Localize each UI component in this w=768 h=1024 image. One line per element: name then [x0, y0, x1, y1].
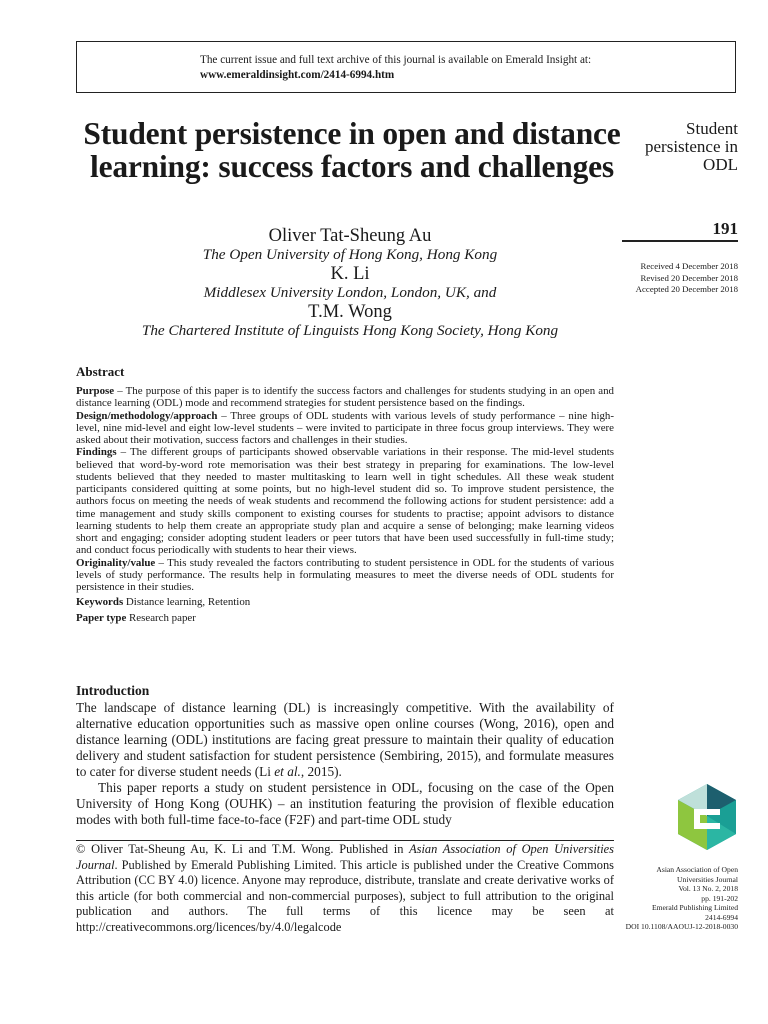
accepted-date: Accepted 20 December 2018	[635, 284, 738, 294]
journal-info	[600, 865, 738, 932]
originality-label: Originality/value	[76, 556, 156, 569]
author-affiliation-2: Middlesex University London, London, UK, and	[203, 284, 497, 301]
design-label: Design/methodology/approach	[76, 409, 218, 422]
license-text-end: . Published by Emerald Publishing Limited. This article is published under the Creative Commons Attribution (CC BY 4.0) licence. Anyone may reproduce, distribute, translate and create derivative works of this article (for both commercial and non-commercial purposes), subject to full attribution to the original publication and authors. The full terms of this licence may be seen at http://creativecommons.org/licences/by/4.0/legalcode	[76, 857, 614, 934]
originality-text: – This study revealed the factors contributing to student persistence in ODL for the students of various levels of study performance. The results help in formulating measures to meet the diverse needs of ODL students for persistence in their studies.	[76, 556, 614, 593]
archive-notice	[200, 53, 591, 82]
intro-p1-etal: et al.	[274, 764, 301, 779]
design-text: – Three groups of ODL students with various levels of study performance – nine high-level, nine mid-level and eight low-level students – were invited to participate in three focus group interviews. They were asked about their motivation, success factors and challenges in their studies.	[76, 409, 614, 446]
aaou-hexagon-logo-icon	[676, 782, 738, 852]
introduction-paragraph-1	[76, 700, 614, 780]
running-head-line-3: ODL	[703, 155, 738, 174]
abstract-design	[76, 410, 614, 447]
article-dates	[600, 261, 738, 296]
revised-date: Revised 20 December 2018	[640, 272, 738, 283]
author-name-2: K. Li	[330, 264, 370, 284]
introduction-paragraph-2: This paper reports a study on student persistence in ODL, focusing on the case of the Open University of Hong Kong (OUHK) – an institution featuring the provision of flexible education modes with both full-time face-to-face (F2F) and part-time ODL study	[76, 780, 614, 827]
abstract-heading: Abstract	[76, 364, 125, 379]
introduction-heading: Introduction	[76, 683, 150, 698]
license-text-start: © Oliver Tat-Sheung Au, K. Li and T.M. Wong. Published in	[76, 842, 410, 856]
page-number-rule	[622, 240, 738, 242]
journal-publisher: Emerald Publishing Limited	[651, 903, 738, 912]
journal-issn: 2414-6994	[705, 912, 738, 922]
author-name-1: Oliver Tat-Sheung Au	[268, 226, 432, 246]
author-name-3: T.M. Wong	[308, 302, 392, 322]
findings-text: – The different groups of participants showed observable variations in their response. The mid-level students believed that word-by-word rote memorisation was their best strategy in preparing for examinations. The low-level students believed that they needed to master multitasking to learn well in tight schedules. All these weak student participants considered quitting at some points, but no high-level student did so. To improve student persistence, the authors focus on meeting the needs of weak students and recommend the following actions for student persistence: add a time management and study skills component to existing courses for students to practise; appoint advisors to distance learning students to help them create an appropriate study plan and acquire a sense of belonging; make learning videos short and engaging; consider adopting student leaders or peer tutors that have been used successfully in full-time study; and conduct focus periodically with students to hear their views.	[76, 446, 614, 557]
archive-url-link[interactable]: www.emeraldinsight.com/2414-6994.htm	[200, 68, 395, 81]
intro-p1-end: , 2015).	[300, 764, 342, 779]
findings-label: Findings	[76, 446, 117, 459]
page-number: 191	[712, 219, 738, 238]
abstract-section	[76, 364, 614, 624]
purpose-label: Purpose	[76, 385, 115, 397]
abstract-findings	[76, 446, 614, 556]
author-affiliation-3: The Chartered Institute of Linguists Hong Kong Society, Hong Kong	[141, 322, 559, 339]
received-date: Received 4 December 2018	[640, 261, 738, 271]
running-head-line-2: persistence in	[645, 137, 738, 156]
license-journal-name: Asian Association of Open Universities Journal	[76, 842, 614, 872]
journal-name-line-1: Asian Association of Open	[656, 865, 738, 874]
abstract-paper-type	[76, 612, 614, 624]
intro-p1-text: The landscape of distance learning (DL) is increasingly competitive. With the availability of alternative education opportunities such as massive open online courses (Wong, 2016), open and distance learning (ODL) institutions are facing great pressure to maintain their quality of education delivery and student satisfaction for student persistence (Sembiring, 2015), and formulate measures to cater for diverse student needs (Li	[76, 700, 614, 779]
paper-type-label: Paper type	[76, 611, 127, 624]
journal-volume: Vol. 13 No. 2, 2018	[678, 884, 738, 893]
archive-line: The current issue and full text archive of this journal is available on Emerald Insight at:	[200, 54, 592, 66]
abstract-originality	[76, 557, 614, 594]
keywords-label: Keywords	[76, 596, 124, 609]
paper-title: Student persistence in open and distance learning: success factors and challenges	[83, 116, 621, 184]
introduction-section	[76, 683, 614, 828]
running-head-line-1: Student	[686, 119, 738, 138]
abstract-purpose	[76, 385, 614, 410]
paper-type-text: Research paper	[126, 611, 196, 624]
journal-name-line-2: Universities Journal	[677, 874, 738, 884]
abstract-keywords	[76, 596, 614, 608]
journal-doi: DOI 10.1108/AAOUJ-12-2018-0030	[625, 922, 738, 931]
footnote-rule	[76, 840, 614, 841]
purpose-text: – The purpose of this paper is to identify the success factors and challenges for students studying in an open and distance learning (ODL) mode and recommend strategies for student persistence based on the findings.	[76, 385, 614, 410]
keywords-text: Distance learning, Retention	[123, 596, 251, 609]
journal-pages: pp. 191-202	[701, 893, 738, 903]
running-head	[612, 120, 738, 174]
author-affiliation-1: The Open University of Hong Kong, Hong Kong	[202, 246, 498, 263]
license-footnote	[76, 842, 614, 935]
